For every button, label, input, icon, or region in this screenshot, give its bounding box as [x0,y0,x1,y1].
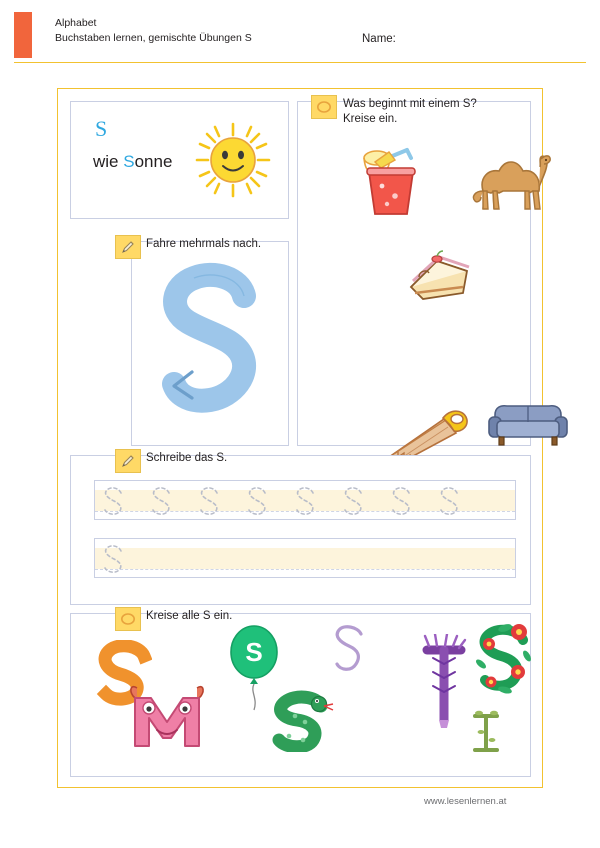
svg-text:S: S [245,637,263,667]
find-letter-instruction-line1: Was beginnt mit einem S? [343,98,477,110]
orange-accent-bar [14,12,32,58]
write-letter-instruction: Schreibe das S. [146,452,228,464]
drink-glass-icon [355,146,425,223]
phrase-rest: onne [134,152,173,171]
trace-letter-instruction: Fahre mehrmals nach. [146,238,262,250]
letter-item-monster-m[interactable] [129,684,205,755]
writing-line-row-2 [94,538,516,578]
letter-intro-box [70,101,289,219]
trace-letter-box [131,241,289,446]
sun-icon [195,122,271,203]
cake-slice-icon [401,247,481,314]
trace-letter-glyph [148,260,274,435]
worksheet-frame [57,88,543,788]
phrase-accent-letter: S [123,152,135,171]
letter-intro-phrase [93,152,172,172]
find-letter-instruction-line2: Kreise ein. [343,113,398,125]
letter-intro-letter: S [95,116,108,141]
letter-item-flower-s[interactable] [475,622,533,713]
circle-letter-instruction: Kreise alle S ein. [146,610,233,622]
letter-item-purple-s[interactable] [331,622,369,681]
letter-item-plant-i[interactable] [469,710,503,761]
circle-icon [311,95,337,119]
header-divider [14,62,586,63]
header-title-line2: Buchstaben lernen, gemischte Übungen S [55,32,252,44]
letter-item-snake-s[interactable] [269,690,335,757]
header-title [55,16,252,46]
pencil-icon [115,235,141,259]
circle-letter-box [70,613,531,777]
find-letter-instruction [343,97,538,127]
letter-item-feather-t[interactable] [421,634,467,739]
writing-line-row-1 [94,480,516,520]
footer-url: www.lesenlernen.at [424,796,507,807]
pencil-icon [115,449,141,473]
sofa-icon [485,395,571,456]
circle-icon [115,607,141,631]
camel-icon [463,147,553,218]
header-title-line1: Alphabet [55,17,97,29]
phrase-prefix: wie [93,152,124,171]
page-header [0,0,600,62]
name-field-label: Name: [362,33,396,45]
write-letter-box [70,455,531,605]
